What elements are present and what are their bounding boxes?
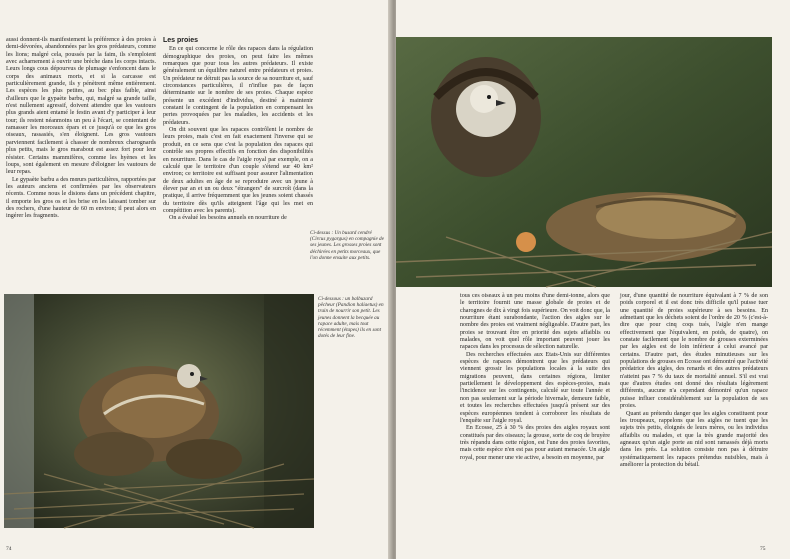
paragraph: tous ces oiseaux à un peu moins d'une demi-tonne, alors que le territoire fournit une masse globale de proies et de charognes de dix à vingt fois supérieure. On voit donc que, la nourriture étant surabondante, l'action des aigles sur le nombre des proies est vraiment négligeable. D'autre part, les proies se trouvant être en priorité des sujets affaiblis ou malades, on voit quel rôle important peuvent jouer les rapaces dans les processus de sélection naturelle. [460,293,610,351]
left-column-2-body [163,46,313,222]
paragraph: En Ecosse, 25 à 30 % des proies des aigles royaux sont constitués par des oiseaux; la grouse, sorte de coq de bruyère très répandu dans cette région, est l'une des proies favorites, mais cette espèce n'en est pas pour autant menacée. Un aigle royal, pour mener une vie active, a besoin en moyenne, par [460,425,610,461]
page-number-right: 75 [760,546,766,552]
paragraph: On dit souvent que les rapaces contrôlent le nombre de leurs proies, mais c'est en fait exactement l'inverse qui se produit, en ce sens que c'est la population des rapaces qui contrôle ses propres effectifs en fonction des disponibilités en nourriture. Dans le cas de l'aigle royal par exemple, on a calculé que le territoire d'un couple s'étend sur 40 km² environ; ce territoire est suffisant pour assurer l'alimentation de deux adultes en âge de se reproduire avec un jeune à élever par an et un ou deux "étrangers" de surcroît (dans la pratique, il arrive fréquemment que les jeunes soient chassés du territoire dès qu'ils atteignent l'âge qui les met en compétition avec les parents). [163,127,313,214]
paragraph: Des recherches effectuées aux Etats-Unis sur différentes espèces de rapaces démontrent que les prédateurs qui viennent grossir les populations locales à la suite des migrations peuvent, dans certaines régions, limiter partiellement le développement des espèces-proies, mais l'incidence sur les contingents, calculé sur toute l'année et non pas seulement sur la période hivernale, demeure faible, et toutes les recherches effectuées jusqu'à présent sur des espèces européennes tendent à corroborer les résultats de l'enquête sur l'aigle royal. [460,351,610,424]
paragraph: Le gypaète barbu a des mœurs particulières, rapportées par les auteurs anciens et confirmées par les observateurs récents. Comme nous le disions dans un précédent chapitre, il emporte les gros os et les brise en les laissant tomber sur des rochers, d'une hauteur de 60 m environ; il peut alors en ingérer les fragments. [6,176,156,220]
osprey-caption: Ci-dessous : un balbuzard pêcheur (Pandion haliaetus) en train de nourrir son petit. Les jeunes donnent la becquée au rapace adulte, mais tout récemment (étapes) ils en sont dotés de leur fine. [318,296,384,340]
paragraph: En ce qui concerne le rôle des rapaces dans la régulation démographique des proies, on peut faire les mêmes remarques que pour tous les autres prédateurs. Il existe généralement un équilibre naturel entre prédateurs et proies. Un prédateur ne détruit pas la source de sa nourriture et, sauf circonstances particulières, il n'influe pas de façon déterminante sur le nombre de ses proies. Chaque espèce présente un excédent d'individus, destiné à maintenir constant le contingent de la population en compensant les pertes provoquées par les maladies, les accidents et les prédateurs. [163,46,313,126]
paragraph: Quant au prétendu danger que les aigles constituent pour les troupeaux, rappelons que les aigles ne tuent que les sujets très petits, éloignés de leurs mères, ou les individus affaiblis ou malades, et que la très grande majorité des agneaux qu'un aigle porte au nid sont ramassés déjà morts dans les prés. La solution consiste non pas à détruire systématiquement les rapaces prétendus nuisibles, mais à améliorer la protection du bétail. [620,410,768,468]
right-text-column-2 [620,293,768,543]
harrier-nest-illustration [396,37,772,287]
page-number-left: 74 [6,546,12,552]
section-heading: Les proies [163,37,199,44]
osprey-photo [4,294,314,528]
paragraph: aussi donnent-ils manifestement la préférence à des proies à demi-dévorées, abandonnées par les gros prédateurs, comme les lions; malgré cela, poussés par la faim, ils s'emploient avec acharnement à ouvrir une brèche dans les corps intacts. Leurs longs cous dépourvus de plumage s'enfoncent dans le corps des animaux morts, et si la carcasse est particulièrement grande, ils y pénètrent même entièrement. Les espèces les plus petites, au bec plus faible, ainsi d'ailleurs que le gypaète barbu, qui, malgré sa grande taille, n'est nullement agressif, doivent attendre que les vautours plus grands aient entamé le festin avant d'y participer à leur tour; ils restent néanmoins un peu à l'écart, se contentant de ramasser les morceaux épars et ce jusqu'à ce que les gros oiseaux, rassasiés, s'en éloignent. Les gros vautours parviennent facilement à chasser de nombreux charognards plus petits, mais le gros marabout est assez fort pour leur résister. Certains mammifères, comme les hyènes et les loups, sont également en mesure d'éloigner les vautours de leur repas. [6,37,156,176]
left-text-column-1 [6,37,156,287]
paragraph: jour, d'une quantité de nourriture équivalant à 7 % de son poids corporel et il est donc très difficile qu'il puisse tuer une quantité de proies supérieure à ses besoins. En admettant que les déchets soient de l'ordre de 20 % (c'est-à-dire que pour cinq coqs tués, l'aigle n'en mange effectivement que l'équivalent, en poids, de quatre), on constate facilement que le nombre de grouses exterminées par les aigles est de loin inférieur à celui avancé par certains. D'autre part, des études minutieuses sur les populations de grouses en Ecosse ont démontré que l'activité prédatrice des aigles, des renards et des autres prédateurs n'atteint pas 7 % du taux de mortalité annuel. S'il est vrai que d'autres études ont donné des résultats légèrement différents, aucune n'a cependant démontré qu'un rapace puisse influer considérablement sur la population de ses proies. [620,293,768,410]
left-text-column-2 [163,37,313,287]
harrier-photo [396,37,772,287]
paragraph: On a évalué les besoins annuels en nourriture de [169,215,287,222]
osprey-nest-illustration [4,294,314,528]
right-text-column-1 [460,293,610,543]
harrier-caption: Ci-dessus : Un busard cendré (Circus pygargus) en compagnie de ses jeunes. Les grosses proies sont déchirées en petits morceaux, que l'on donne ensuite aux petits. [310,230,384,261]
left-page [0,0,392,559]
